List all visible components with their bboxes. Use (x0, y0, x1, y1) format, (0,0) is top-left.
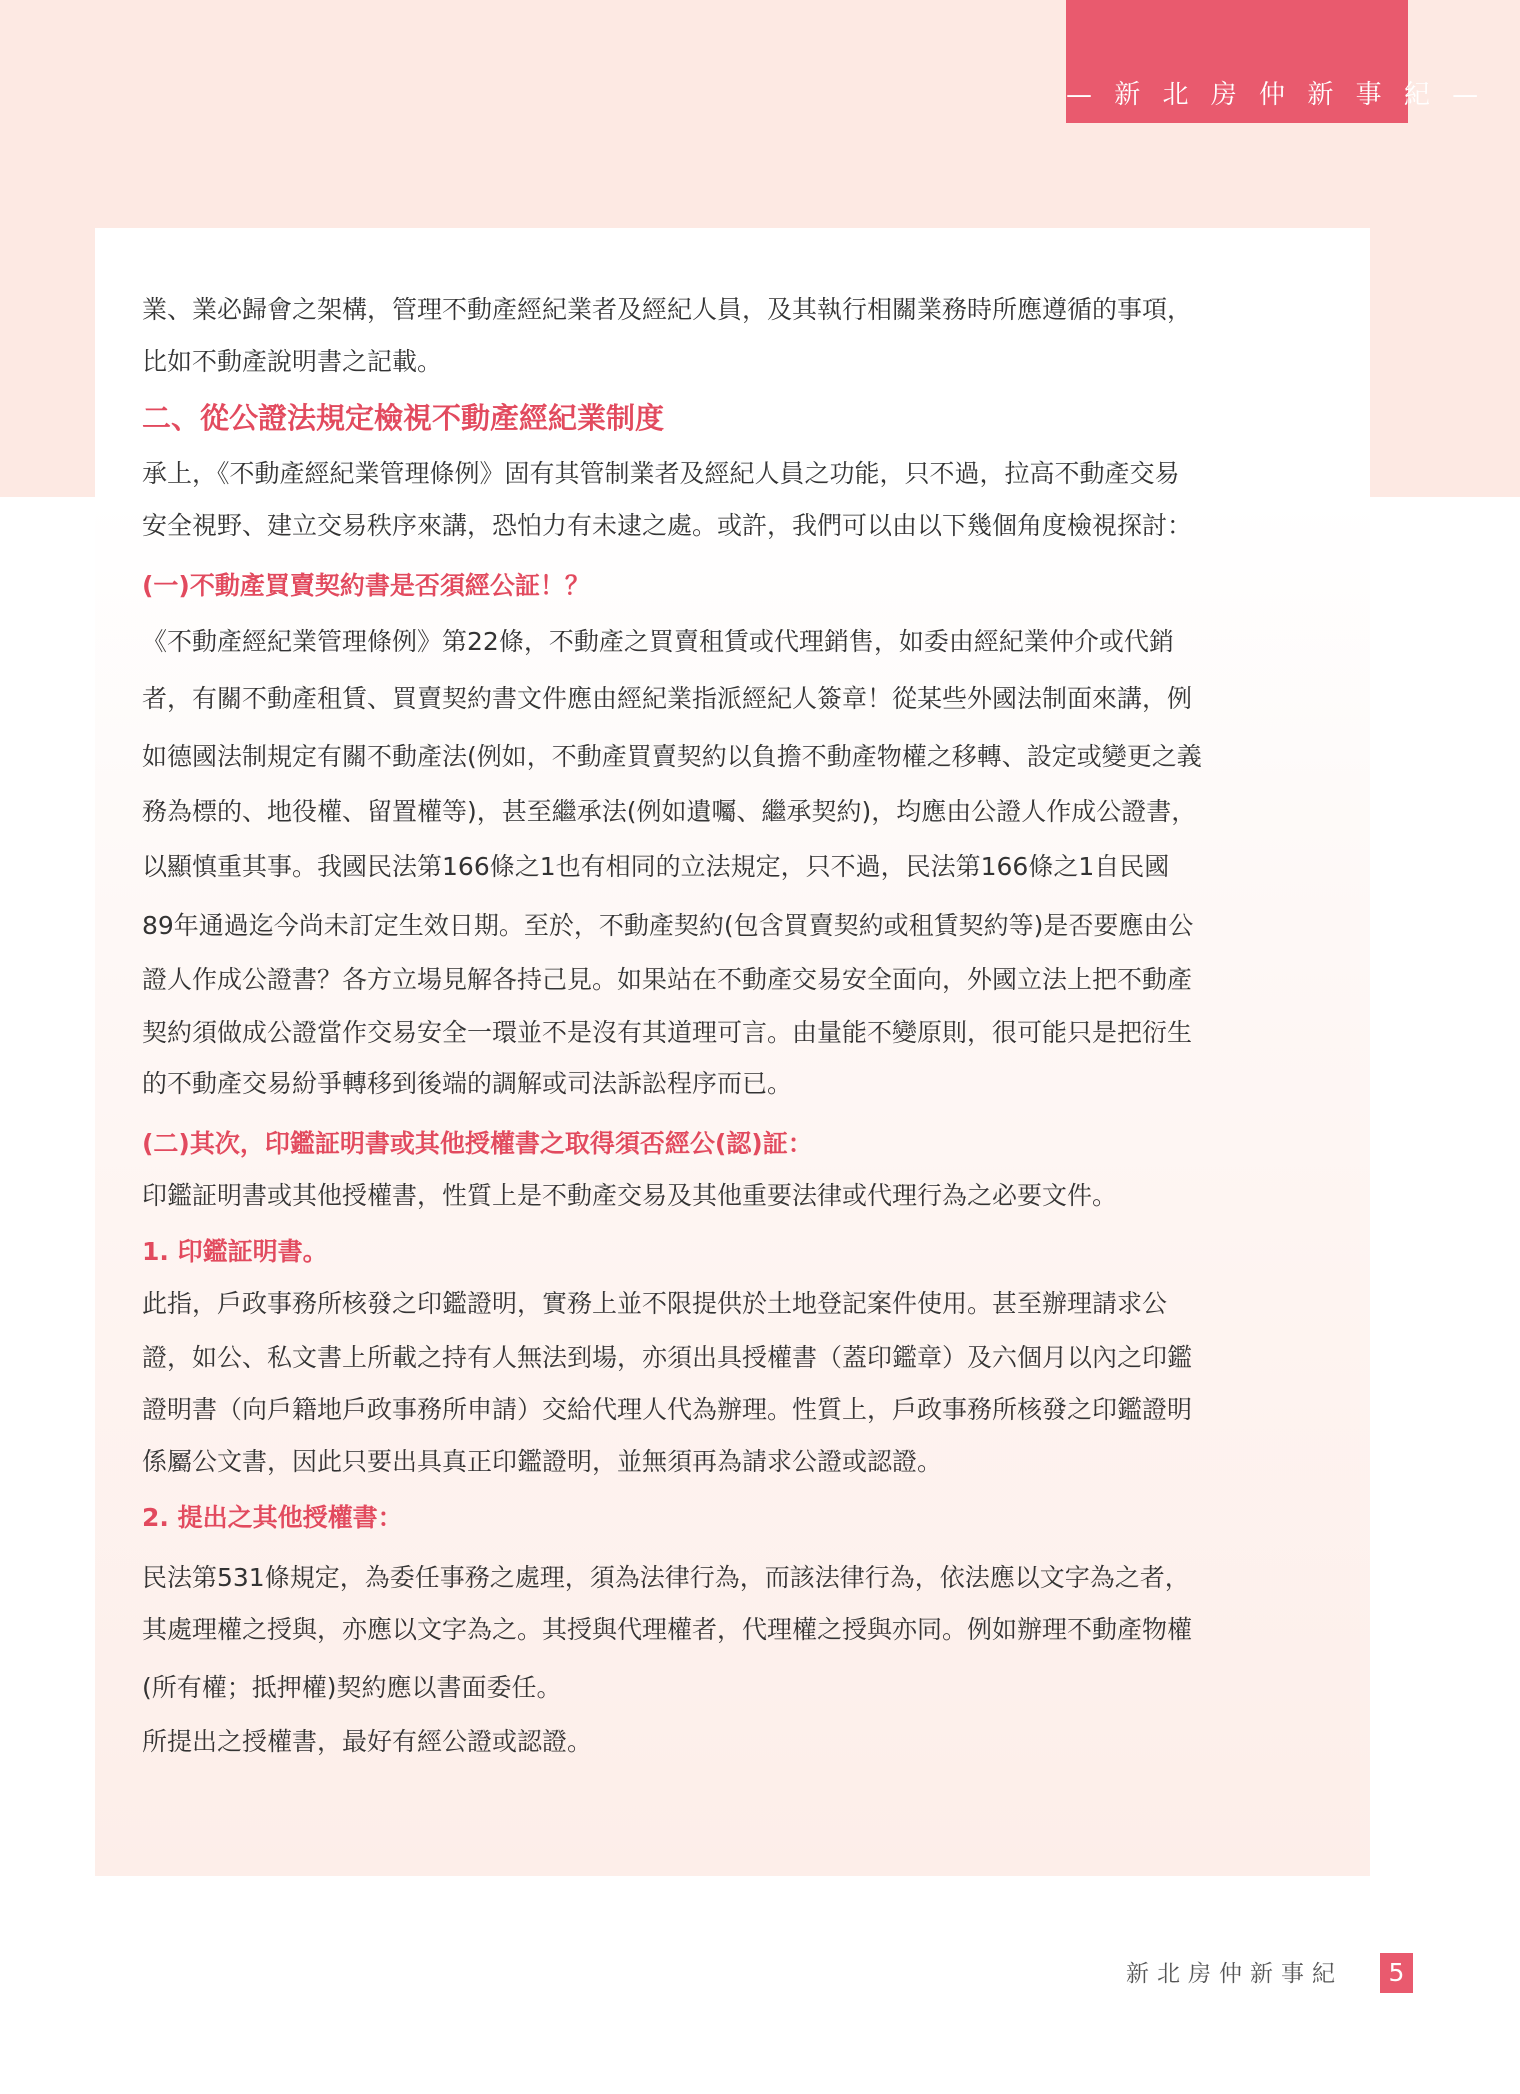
page-number: 5 (1380, 1953, 1413, 1993)
paragraph-line: 所提出之授權書，最好有經公證或認證。 (142, 1727, 593, 1756)
paragraph-line: 證明書（向戶籍地戶政事務所申請）交給代理人代為辦理。性質上，戶政事務所核發之印鑑證明 (142, 1395, 1193, 1424)
section-heading: 二、從公證法規定檢視不動產經紀業制度 (142, 401, 665, 435)
paragraph-line: 民法第531條規定，為委任事務之處理，須為法律行為，而該法律行為，依法應以文字為之者， (142, 1563, 1190, 1592)
header-tag (1066, 0, 1486, 123)
paragraph-line: 證人作成公證書？各方立場見解各持己見。如果站在不動產交易安全面向，外國立法上把不動產 (142, 965, 1193, 994)
paragraph-line: 安全視野、建立交易秩序來講，恐怕力有未逮之處。或許，我們可以由以下幾個角度檢視探討： (142, 511, 1193, 540)
paragraph-line: (所有權；抵押權)契約應以書面委任。 (142, 1673, 562, 1702)
paragraph-line: 證，如公、私文書上所載之持有人無法到場，亦須出具授權書（蓋印鑑章）及六個月以內之印鑑 (142, 1343, 1193, 1372)
paragraph-line: 89年通過迄今尚未訂定生效日期。至於，不動產契約(包含買賣契約或租賃契約等)是否要應由公 (142, 911, 1194, 940)
item-heading: 1. 印鑑証明書。 (142, 1237, 328, 1266)
paragraph-line: 的不動產交易紛爭轉移到後端的調解或司法訴訟程序而已。 (142, 1069, 793, 1098)
paragraph-line: 印鑑証明書或其他授權書，性質上是不動產交易及其他重要法律或代理行為之必要文件。 (142, 1181, 1118, 1210)
paragraph-line: 承上，《不動產經紀業管理條例》固有其管制業者及經紀人員之功能，只不過，拉高不動產交易 (142, 459, 1180, 488)
paragraph-line: 此指，戶政事務所核發之印鑑證明，實務上並不限提供於土地登記案件使用。甚至辦理請求公 (142, 1289, 1168, 1318)
subsection-heading: (二)其次，印鑑証明書或其他授權書之取得須否經公(認)証： (142, 1129, 813, 1158)
paragraph-line: 以顯慎重其事。我國民法第166條之1也有相同的立法規定，只不過，民法第166條之1自民國 (142, 852, 1170, 881)
subsection-heading: (一)不動產買賣契約書是否須經公証！？ (142, 571, 590, 600)
footer-title: 新北房仲新事紀 (1126, 1961, 1343, 1987)
item-heading: 2. 提出之其他授權書： (142, 1503, 403, 1532)
paragraph-line: 業、業必歸會之架構，管理不動產經紀業者及經紀人員，及其執行相關業務時所應遵循的事項， (142, 295, 1193, 324)
header-tag-title: — 新 北 房 仲 新 事 紀 — (1066, 80, 1486, 110)
paragraph-line: 《不動產經紀業管理條例》第22條，不動產之買賣租賃或代理銷售，如委由經紀業仲介或代銷 (142, 627, 1174, 656)
paragraph-line: 係屬公文書，因此只要出具真正印鑑證明，並無須再為請求公證或認證。 (142, 1447, 943, 1476)
paragraph-line: 如德國法制規定有關不動產法(例如，不動產買賣契約以負擔不動產物權之移轉、設定或變更之義 (142, 742, 1202, 771)
paragraph-line: 契約須做成公證當作交易安全一環並不是沒有其道理可言。由量能不變原則，很可能只是把衍生 (142, 1018, 1193, 1047)
paragraph-line: 比如不動產說明書之記載。 (142, 347, 443, 376)
paragraph-line: 其處理權之授與，亦應以文字為之。其授與代理權者，代理權之授與亦同。例如辦理不動產物權 (142, 1615, 1193, 1644)
paragraph-line: 務為標的、地役權、留置權等)，甚至繼承法(例如遺囑、繼承契約)，均應由公證人作成公證書， (142, 797, 1197, 826)
paragraph-line: 者，有關不動產租賃、買賣契約書文件應由經紀業指派經紀人簽章！從某些外國法制面來講，例 (142, 684, 1193, 713)
